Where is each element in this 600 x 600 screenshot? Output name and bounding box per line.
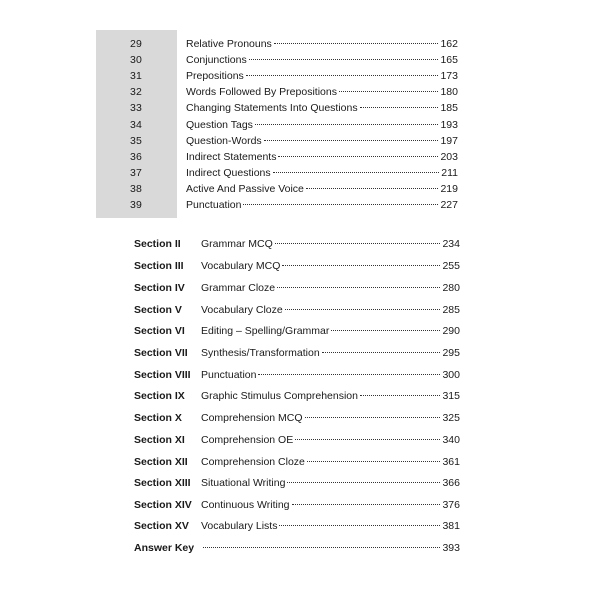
list-item [0, 258, 600, 274]
list-item [0, 323, 600, 339]
list-item [0, 133, 600, 149]
chapter-number: 29 [130, 38, 143, 50]
section-title: Grammar Cloze [201, 282, 276, 294]
section-title: Comprehension OE [201, 434, 294, 446]
page-number: 361 [442, 456, 460, 468]
dot-leader [360, 107, 439, 108]
chapter-number: 30 [130, 54, 143, 66]
page-number: 227 [440, 199, 458, 211]
chapter-title: Indirect Questions [186, 167, 271, 179]
section-label: Section VII [134, 347, 188, 359]
page-number: 290 [442, 325, 460, 337]
list-item [0, 36, 600, 52]
page-number: 393 [442, 542, 460, 554]
section-label: Section XIII [134, 477, 191, 489]
section-label: Section XIV [134, 499, 192, 511]
chapter-title: Indirect Statements [186, 151, 277, 163]
dot-leader [273, 172, 440, 173]
list-item [0, 454, 600, 470]
dot-leader [279, 525, 440, 526]
section-label: Section VIII [134, 369, 191, 381]
dot-leader [287, 482, 440, 483]
section-label: Section II [134, 238, 181, 250]
section-label: Section IX [134, 390, 185, 402]
list-item [0, 100, 600, 116]
section-label: Section IV [134, 282, 185, 294]
section-title: Situational Writing [201, 477, 286, 489]
chapter-number: 33 [130, 102, 143, 114]
dot-leader [277, 287, 440, 288]
section-title: Comprehension MCQ [201, 412, 303, 424]
section-title: Synthesis/Transformation [201, 347, 320, 359]
section-title: Continuous Writing [201, 499, 290, 511]
dot-leader [339, 91, 439, 92]
dot-leader [243, 204, 438, 205]
page-number: 255 [442, 260, 460, 272]
dot-leader [275, 243, 441, 244]
chapter-title: Active And Passive Voice [186, 183, 304, 195]
chapter-title: Words Followed By Prepositions [186, 86, 337, 98]
chapter-title: Question Tags [186, 119, 253, 131]
list-item [0, 475, 600, 491]
page-number: 219 [440, 183, 458, 195]
section-title: Comprehension Cloze [201, 456, 305, 468]
page-number: 203 [440, 151, 458, 163]
dot-leader [246, 75, 439, 76]
section-title: Vocabulary Lists [201, 520, 278, 532]
chapter-title: Relative Pronouns [186, 38, 272, 50]
dot-leader [278, 156, 438, 157]
page-number: 162 [440, 38, 458, 50]
list-item [0, 181, 600, 197]
chapter-number: 32 [130, 86, 143, 98]
dot-leader [264, 140, 439, 141]
section-title: Editing – Spelling/Grammar [201, 325, 330, 337]
chapter-title: Changing Statements Into Questions [186, 102, 358, 114]
page-number: 381 [442, 520, 460, 532]
dot-leader [274, 43, 439, 44]
page-number: 366 [442, 477, 460, 489]
dot-leader [295, 439, 440, 440]
dot-leader [255, 124, 439, 125]
page-number: 234 [442, 238, 460, 250]
chapter-number: 36 [130, 151, 143, 163]
list-item [0, 432, 600, 448]
chapter-title: Conjunctions [186, 54, 247, 66]
page-number: 315 [442, 390, 460, 402]
dot-leader [203, 547, 440, 548]
section-label: Section III [134, 260, 184, 272]
list-item [0, 302, 600, 318]
section-label: Section X [134, 412, 182, 424]
section-title: Vocabulary MCQ [201, 260, 281, 272]
section-title: Punctuation [201, 369, 257, 381]
chapter-title: Prepositions [186, 70, 244, 82]
list-item [0, 497, 600, 513]
page-number: 173 [440, 70, 458, 82]
dot-leader [307, 461, 441, 462]
chapter-number: 35 [130, 135, 143, 147]
dot-leader [306, 188, 439, 189]
section-label: Section XV [134, 520, 189, 532]
list-item [0, 236, 600, 252]
list-item [0, 280, 600, 296]
page-number: 376 [442, 499, 460, 511]
list-item [0, 117, 600, 133]
chapter-number: 31 [130, 70, 143, 82]
page-number: 340 [442, 434, 460, 446]
dot-leader [322, 352, 441, 353]
section-title: Vocabulary Cloze [201, 304, 283, 316]
dot-leader [249, 59, 439, 60]
section-title: Grammar MCQ [201, 238, 273, 250]
chapter-title: Punctuation [186, 199, 242, 211]
section-title: Graphic Stimulus Comprehension [201, 390, 358, 402]
page-number: 180 [440, 86, 458, 98]
list-item [0, 165, 600, 181]
section-label: Section VI [134, 325, 185, 337]
page-number: 211 [441, 167, 458, 179]
dot-leader [285, 309, 441, 310]
page-number: 300 [442, 369, 460, 381]
page-number: 193 [440, 119, 458, 131]
page-number: 285 [442, 304, 460, 316]
list-item [0, 149, 600, 165]
chapter-number: 37 [130, 167, 143, 179]
dot-leader [292, 504, 441, 505]
dot-leader [282, 265, 440, 266]
page-number: 165 [440, 54, 458, 66]
section-label: Section XI [134, 434, 185, 446]
dot-leader [360, 395, 440, 396]
answer-key-label: Answer Key [134, 542, 195, 554]
list-item [0, 518, 600, 534]
list-item [0, 84, 600, 100]
page-number: 325 [442, 412, 460, 424]
chapter-title: Question-Words [186, 135, 262, 147]
page-number: 280 [442, 282, 460, 294]
dot-leader [331, 330, 440, 331]
dot-leader [305, 417, 441, 418]
list-item [0, 52, 600, 68]
page-number: 197 [440, 135, 458, 147]
list-item [0, 197, 600, 213]
chapter-number: 39 [130, 199, 143, 211]
section-label: Section XII [134, 456, 188, 468]
page-number: 295 [442, 347, 460, 359]
answer-key-row [0, 540, 600, 556]
page-number: 185 [440, 102, 458, 114]
list-item [0, 345, 600, 361]
list-item [0, 367, 600, 383]
chapter-number: 34 [130, 119, 143, 131]
section-label: Section V [134, 304, 182, 316]
list-item [0, 410, 600, 426]
dot-leader [258, 374, 440, 375]
list-item [0, 68, 600, 84]
chapter-number: 38 [130, 183, 143, 195]
list-item [0, 388, 600, 404]
